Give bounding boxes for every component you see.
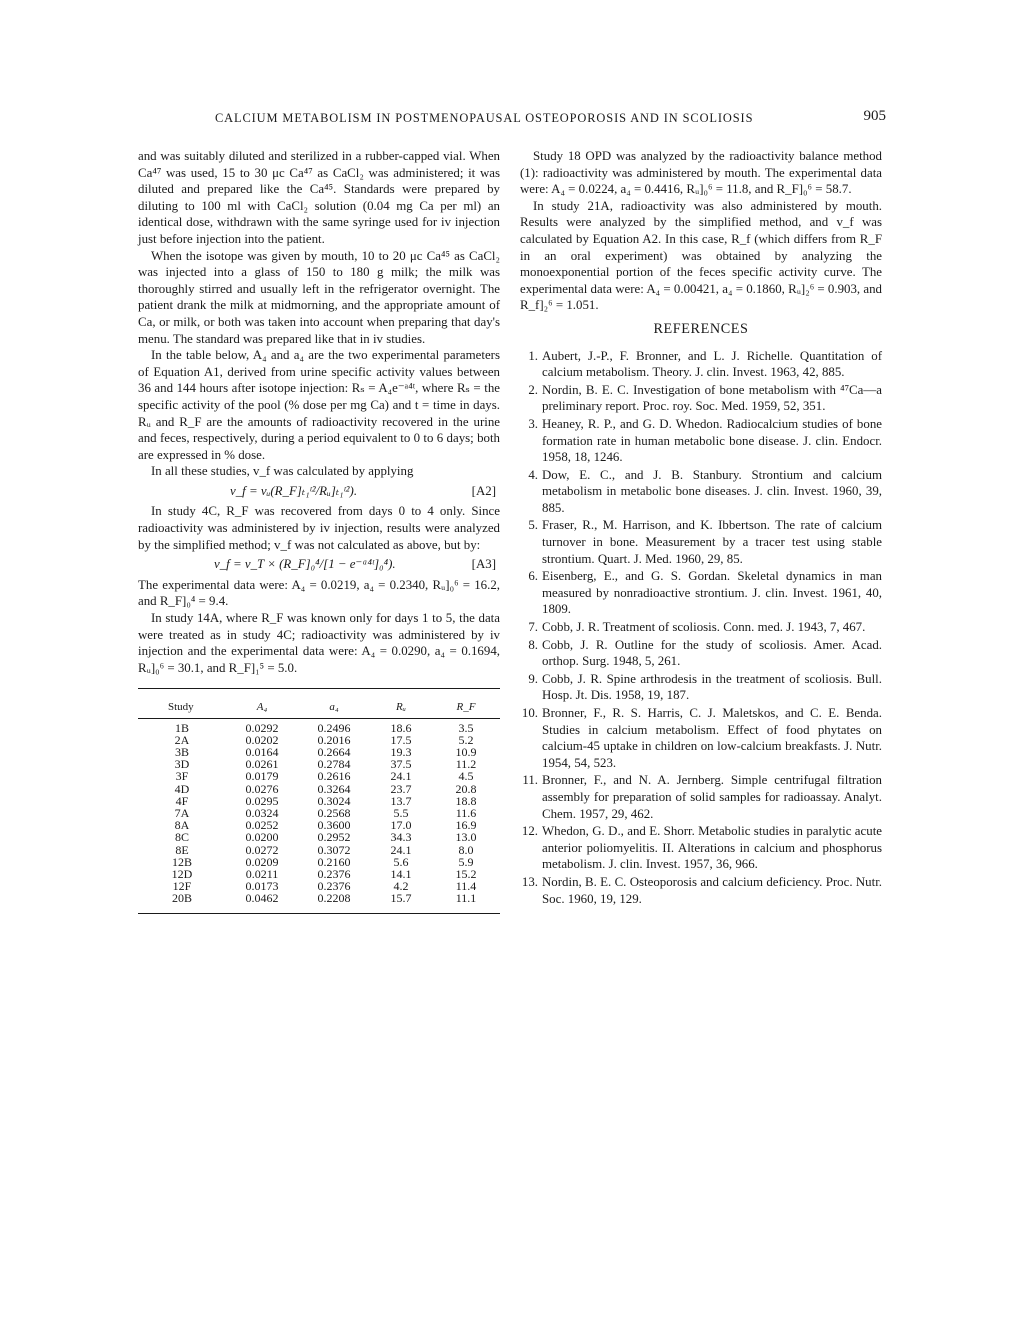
right-column bbox=[520, 148, 882, 908]
cell-a4-small: 0.2376 bbox=[317, 879, 351, 894]
reference-text: Whedon, G. D., and E. Shorr. Metabolic studies in paralytic acute anterior poliomyelitis. II. Alterations in calcium and phosphorus metabolism. J. clin. Invest. 1957, 36, 966. bbox=[542, 824, 882, 872]
cell-a4: 0.0209 bbox=[245, 854, 279, 869]
reference-list bbox=[520, 348, 882, 908]
cell-rf: 11.1 bbox=[455, 891, 477, 906]
paragraph: In the table below, A₄ and a₄ are the two experimental parameters of Equation A1, derived from urine specific activity values between 36 and 144 hours after isotope injection: Rₛ = A₄e⁻ᵃ⁴ᵗ, where Rₛ = the specific activity of the pool (% dose per mg Ca) and t = time in days. Rᵤ and R_F are the amounts of radioactivity recovered in the urine and feces, respectively, during a period equivalent to 0 to 6 days; both are expressed in % dose. bbox=[138, 348, 500, 462]
cell-study: 8C bbox=[174, 830, 189, 845]
cell-a4-small: 0.2568 bbox=[317, 806, 351, 821]
cell-a4-small: 0.2208 bbox=[317, 891, 351, 906]
reference-text: Heaney, R. P., and G. D. Whedon. Radiocalcium studies of bone formation rate in human metabolic bone disease. J. clin. Endocr. 1958, 18, 1246. bbox=[542, 416, 882, 465]
cell-rf: 5.9 bbox=[458, 854, 474, 869]
reference-number: 4. bbox=[528, 467, 538, 482]
equation-body: v_f = v_T × (R_F]₀⁴/[1 − e⁻ᵃ⁴ᵗ]₀⁴). bbox=[214, 557, 396, 572]
cell-a4-small: 0.3600 bbox=[317, 818, 351, 833]
cell-a4: 0.0179 bbox=[245, 769, 279, 784]
reference-number: 11. bbox=[522, 773, 538, 788]
reference-text: Nordin, B. E. C. Investigation of bone metabolism with ⁴⁷Ca—a preliminary report. Proc. roy. Soc. Med. 1959, 52, 351. bbox=[542, 382, 882, 414]
paragraph: In study 21A, radioactivity was also administered by mouth. Results were analyzed by the simplified method, and v_f was calculated by Equation A2. In this case, R_f (which differs from R_F in an oral experiment) was obtained by analyzing the monoexponential portion of the feces specific activity curve. The experimental data were: A₄ = 0.00421, a₄ = 0.1860, Rᵤ]₂⁶ = 0.903, and R_f]₂⁶ = 1.051. bbox=[520, 198, 882, 313]
reference-item bbox=[520, 348, 882, 381]
column-header-ru: Rᵤ bbox=[370, 689, 432, 718]
cell-a4: 0.0462 bbox=[245, 891, 279, 906]
cell-a4-small: 0.2376 bbox=[317, 867, 351, 882]
cell-rf: 5.2 bbox=[458, 732, 474, 747]
running-title: CALCIUM METABOLISM IN POSTMENOPAUSAL OSTEOPOROSIS AND IN SCOLIOSIS bbox=[215, 111, 754, 125]
cell-rf: 20.8 bbox=[455, 781, 477, 796]
reference-item bbox=[520, 705, 882, 771]
cell-ru: 14.1 bbox=[390, 867, 412, 882]
cell-a4: 0.0211 bbox=[245, 867, 279, 882]
cell-study: 3F bbox=[175, 769, 189, 784]
cell-study: 3B bbox=[174, 745, 189, 760]
reference-text: Eisenberg, E., and G. S. Gordan. Skeletal dynamics in man measured by nonradioactive strontium. J. clin. Invest. 1961, 40, 1809. bbox=[542, 569, 882, 617]
equation-body: v_f = vᵤ(R_F]ₜ₁ᵗ²/Rᵤ]ₜ₁ᵗ²). bbox=[230, 483, 358, 498]
table-header-row bbox=[138, 689, 500, 718]
cell-rf: 11.6 bbox=[455, 806, 477, 821]
reference-text: Aubert, J.-P., F. Bronner, and L. J. Richelle. Quantitation of calcium metabolism. Theory. J. clin. Invest. 1963, 42, 885. bbox=[542, 348, 882, 380]
cell-study: 12B bbox=[171, 854, 192, 869]
cell-rf: 18.8 bbox=[455, 793, 477, 808]
cell-a4-small: 0.2616 bbox=[317, 769, 351, 784]
reference-item bbox=[520, 416, 882, 466]
cell-a4: 0.0292 bbox=[245, 720, 279, 735]
reference-item bbox=[520, 637, 882, 670]
cell-a4: 0.0252 bbox=[245, 818, 279, 833]
cell-study: 1B bbox=[174, 720, 189, 735]
paragraph: and was suitably diluted and sterilized in a rubber-capped vial. When Ca⁴⁷ was used, 15 to 30 μc Ca⁴⁷ as CaCl₂ was administered; it was diluted and prepared like the Ca⁴⁵. Standards were prepared by diluting to 100 ml with CaCl₂ solution (0.04 mg Ca per ml) an identical dose, withdrawn with the same syringe used for iv injection just before injection into the patient. bbox=[138, 149, 500, 246]
cell-a4-small: 0.2664 bbox=[317, 745, 351, 760]
cell-a4-small: 0.3264 bbox=[317, 781, 351, 796]
cell-a4: 0.0202 bbox=[245, 732, 279, 747]
cell-a4-small: 0.2016 bbox=[317, 732, 351, 747]
reference-number: 5. bbox=[528, 518, 538, 533]
reference-item bbox=[520, 874, 882, 907]
column-header-a4-small: a₄ bbox=[298, 689, 370, 718]
reference-item bbox=[520, 619, 882, 636]
reference-number: 12. bbox=[521, 824, 538, 839]
cell-study: 2A bbox=[174, 732, 190, 747]
paragraph: The experimental data were: A₄ = 0.0219, a₄ = 0.2340, Rᵤ]₀⁶ = 16.2, and R_F]₀⁴ = 9.4. bbox=[138, 577, 500, 609]
cell-study: 8A bbox=[174, 818, 190, 833]
left-column bbox=[138, 148, 500, 914]
cell-a4: 0.0276 bbox=[245, 781, 279, 796]
cell-rf: 10.9 bbox=[455, 745, 477, 760]
table-row bbox=[138, 831, 500, 843]
cell-ru: 4.2 bbox=[393, 879, 409, 894]
reference-text: Cobb, J. R. Treatment of scoliosis. Conn. med. J. 1943, 7, 467. bbox=[542, 620, 866, 635]
reference-item bbox=[520, 467, 882, 517]
cell-rf: 3.5 bbox=[458, 720, 474, 735]
cell-ru: 5.6 bbox=[393, 854, 409, 869]
cell-ru: 23.7 bbox=[390, 781, 412, 796]
cell-study: 12D bbox=[171, 867, 193, 882]
reference-text: Dow, E. C., and J. B. Stanbury. Strontium and calcium metabolism in metabolic bone diseases. J. clin. Invest. 1960, 39, 885. bbox=[542, 467, 882, 515]
reference-text: Cobb, J. R. Outline for the study of scoliosis. Amer. Acad. orthop. Surg. 1948, 5, 261. bbox=[542, 637, 882, 669]
paragraph: In all these studies, v_f was calculated by applying bbox=[151, 464, 414, 479]
cell-a4-small: 0.2952 bbox=[317, 830, 351, 845]
cell-study: 8E bbox=[175, 842, 189, 857]
reference-number: 2. bbox=[528, 382, 538, 397]
column-header-a4: A₄ bbox=[226, 689, 298, 718]
page-number: 905 bbox=[863, 108, 886, 124]
running-header bbox=[138, 108, 886, 130]
reference-item bbox=[520, 568, 882, 618]
cell-a4: 0.0261 bbox=[245, 757, 279, 772]
cell-a4: 0.0164 bbox=[245, 745, 279, 760]
table-row bbox=[138, 783, 500, 795]
cell-rf: 11.2 bbox=[455, 757, 477, 772]
column-header-rf: R_F bbox=[432, 689, 500, 718]
cell-ru: 17.0 bbox=[390, 818, 412, 833]
cell-ru: 13.7 bbox=[390, 793, 412, 808]
table-row bbox=[138, 718, 500, 734]
cell-a4-small: 0.2784 bbox=[317, 757, 351, 772]
reference-item bbox=[520, 517, 882, 567]
reference-number: 7. bbox=[528, 620, 538, 635]
cell-a4: 0.0324 bbox=[245, 806, 279, 821]
data-table bbox=[138, 688, 500, 913]
reference-text: Cobb, J. R. Spine arthrodesis in the treatment of scoliosis. Bull. Hosp. Jt. Dis. 1958, 19, 187. bbox=[542, 671, 882, 703]
cell-rf: 8.0 bbox=[458, 842, 474, 857]
cell-study: 12F bbox=[172, 879, 192, 894]
reference-number: 1. bbox=[528, 348, 538, 363]
reference-item bbox=[520, 823, 882, 873]
reference-text: Nordin, B. E. C. Osteoporosis and calcium deficiency. Proc. Nutr. Soc. 1960, 19, 129. bbox=[542, 874, 882, 906]
cell-a4-small: 0.3072 bbox=[317, 842, 351, 857]
cell-a4: 0.0272 bbox=[245, 842, 279, 857]
cell-ru: 24.1 bbox=[390, 842, 412, 857]
reference-item bbox=[520, 772, 882, 822]
paragraph: When the isotope was given by mouth, 10 to 20 μc Ca⁴⁵ as CaCl₂ was injected into a glass of 150 to 180 g milk; the milk was thoroughly stirred and usually left in the refrigerator overnight. The patient drank the milk at midmorning, and the appropriate amount of Ca, or milk, or both was taken into account when preparing that day's menu. The standard was prepared like that in iv studies. bbox=[138, 248, 500, 346]
cell-ru: 19.3 bbox=[390, 745, 412, 760]
references-heading: REFERENCES bbox=[653, 320, 749, 337]
cell-ru: 5.5 bbox=[393, 806, 409, 821]
cell-rf: 15.2 bbox=[455, 867, 477, 882]
reference-number: 13. bbox=[521, 874, 538, 889]
reference-number: 8. bbox=[528, 637, 538, 652]
reference-text: Bronner, F., R. S. Harris, C. J. Maletskos, and C. E. Benda. Studies in calcium metabolism. Effect of food phytates on calcium-45 uptake in children on low-calcium breakfasts. J. Nutr. 1954, 54, 523. bbox=[542, 706, 882, 770]
paragraph: In study 14A, where R_F was known only for days 1 to 5, the data were treated as in study 4C; radioactivity was administered by iv injection and the experimental data were: A₄ = 0.0290, a₄ = 0.1694, Rᵤ]₀⁶ = 30.1, and R_F]₁⁵ = 5.0. bbox=[138, 611, 500, 675]
reference-number: 3. bbox=[528, 416, 538, 431]
table-row bbox=[138, 892, 500, 913]
cell-a4: 0.0200 bbox=[245, 830, 279, 845]
cell-ru: 37.5 bbox=[390, 757, 412, 772]
reference-item bbox=[520, 382, 882, 415]
equation-tag: [A3] bbox=[471, 557, 496, 572]
cell-rf: 16.9 bbox=[455, 818, 477, 833]
reference-text: Fraser, R., M. Harrison, and K. Ibbertson. The rate of calcium turnover in bone. Measurement by a tracer test using stable strontium. Quart. J. Med. 1960, 29, 85. bbox=[542, 518, 882, 566]
paragraph: Study 18 OPD was analyzed by the radioactivity balance method (1): radioactivity was administered by mouth. The experimental data were: A₄ = 0.0224, a₄ = 0.4416, Rᵤ]₀⁶ = 11.8, and R_F]₀⁶ = 58.7. bbox=[520, 149, 882, 197]
table-row bbox=[138, 844, 500, 856]
cell-study: 4F bbox=[175, 793, 189, 808]
reference-text: Bronner, F., and N. A. Jernberg. Simple centrifugal filtration assembly for preparation of solid samples for radioassay. Analyt. Chem. 1957, 29, 462. bbox=[542, 773, 882, 821]
equation-a3 bbox=[138, 556, 500, 573]
cell-ru: 17.5 bbox=[390, 732, 412, 747]
paragraph: In study 4C, R_F was recovered from days 0 to 4 only. Since radioactivity was administered by iv injection, results were analyzed by the simplified method; v_f was not calculated as above, but by: bbox=[138, 504, 500, 552]
cell-ru: 15.7 bbox=[390, 891, 412, 906]
cell-ru: 18.6 bbox=[390, 720, 412, 735]
cell-study: 4D bbox=[174, 781, 190, 796]
cell-ru: 34.3 bbox=[390, 830, 412, 845]
cell-a4-small: 0.2496 bbox=[317, 720, 351, 735]
reference-number: 10. bbox=[521, 706, 538, 720]
equation-tag: [A2] bbox=[471, 483, 496, 498]
cell-a4: 0.0295 bbox=[245, 793, 279, 808]
cell-rf: 11.4 bbox=[455, 879, 477, 894]
cell-a4-small: 0.3024 bbox=[317, 793, 351, 808]
reference-number: 9. bbox=[528, 671, 538, 686]
cell-a4-small: 0.2160 bbox=[317, 854, 351, 869]
cell-rf: 13.0 bbox=[455, 830, 477, 845]
reference-number: 6. bbox=[528, 569, 538, 584]
reference-item bbox=[520, 671, 882, 704]
cell-study: 3D bbox=[174, 757, 190, 772]
cell-study: 20B bbox=[171, 891, 192, 906]
cell-ru: 24.1 bbox=[390, 769, 412, 784]
table-row bbox=[138, 770, 500, 782]
cell-rf: 4.5 bbox=[458, 769, 474, 784]
column-header-study: Study bbox=[138, 689, 226, 718]
cell-study: 7A bbox=[174, 806, 190, 821]
equation-a2 bbox=[138, 483, 500, 500]
cell-a4: 0.0173 bbox=[245, 879, 279, 894]
